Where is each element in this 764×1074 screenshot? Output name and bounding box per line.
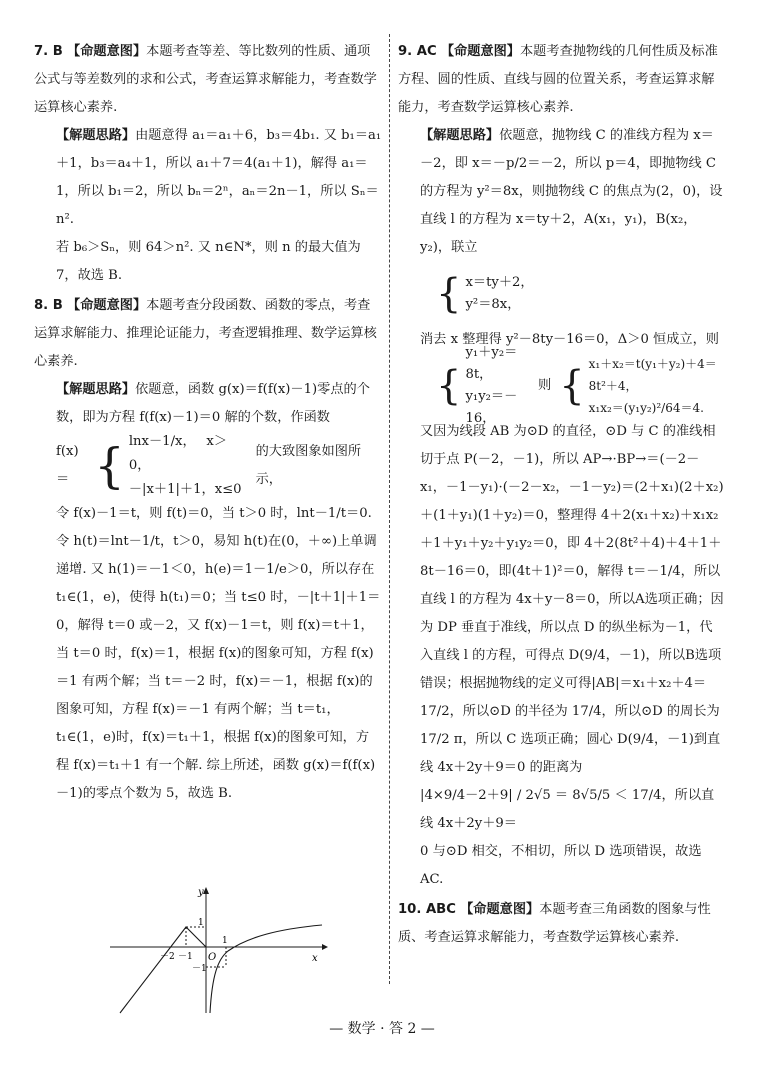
q10-intent-tag: 【命题意图】 (460, 902, 540, 917)
case-nonpositive: －|x＋1|＋1，x≤0 (128, 482, 242, 497)
column-divider (389, 34, 390, 984)
y-axis-arrow (203, 887, 209, 894)
fx-label: f(x)＝ (56, 444, 79, 487)
q9-number: 9. AC (398, 44, 437, 59)
q7-solution-tag: 【解题思路】 (56, 128, 136, 143)
sys2-eq1: y₁＋y₂＝8t， (465, 345, 518, 382)
sys2-eq2: y₁y₂＝－16， (465, 389, 518, 426)
then-label: 则 (538, 378, 552, 393)
q9-solution-p4: 0 与⊙D 相交，不相切，所以 D 选项错误，故选 AC. (420, 844, 702, 887)
q9-solution-p1: 依题意，抛物线 C 的准线方程为 x＝－2，即 x＝－p/2＝－2，所以 p＝4，即抛物线 C 的方程为 y²＝8x，则抛物线 C 的焦点为(2，0)，设直线 l 的方程为 x＝ty＋2，A(x₁，y₁)，B(x₂，y₂)，联立 (420, 128, 723, 255)
q9-intent-tag: 【命题意图】 (440, 44, 520, 59)
q9-distance: |4×9/4－2＋9| / 2√5 ＝ 8√5/5 ＜ 17/4，所以直线 4x＋2y＋9＝ (420, 788, 715, 831)
q9-intent: 本题考查抛物线的几何性质及标准方程、圆的性质、直线与圆的位置关系，考查运算求解能力，考查数学运算核心素养. (398, 44, 718, 115)
q8-number: 8. B (34, 298, 63, 313)
x-axis-arrow (322, 944, 328, 950)
right-column (398, 38, 724, 954)
tick-y1: 1 (198, 918, 204, 928)
tick-y-neg1: －1 (192, 964, 207, 974)
q10-intent: 本题考查三角函数的图象与性质、考查运算求解能力，考查数学运算核心素养. (398, 902, 711, 945)
q7-solution-p1: 由题意得 a₁＝a₁＋6，b₃＝4b₁. 又 b₁＝a₁＋1，b₃＝a₄＋1，所以 a₁＋7＝4(a₁＋1)，解得 a₁＝1，所以 b₁＝2，所以 bₙ＝2ⁿ，aₙ＝2n－1，所以 Sₙ＝n². (56, 128, 382, 227)
q9-solution-p2: 消去 x 整理得 y²－8ty－16＝0，Δ＞0 恒成立，则 (420, 332, 719, 347)
q7-intent-tag: 【命题意图】 (67, 44, 147, 59)
y-label: y (198, 887, 204, 898)
fx-tail: 的大致图象如图所示， (255, 444, 362, 487)
q10-number: 10. ABC (398, 902, 456, 917)
q9-solution-p3: 又因为线段 AB 为⊙D 的直径，⊙D 与 C 的准线相切于点 P(－2，－1)，所以 AP→·BP→＝(－2－x₁，－1－y₁)·(－2－x₂，－1－y₂)＝(2＋x₁)(2＋x₂)＋(1＋y₁)(1＋y₂)＝0，整理得 4＋2(x₁＋x₂)＋x₁x₂＋1＋y₁＋y₂＋y₁y₂＝0，即 4＋2(8t²＋4)＋4＋1＋8t－16＝0，即(4t＋1)²＝0，解得 t＝－1/4，所以直线 l 的方程为 4x＋y－8＝0，所以A选项正确；因为 DP 垂直于准线，所以点 D 的纵坐标为－1，代入直线 l 的方程，可得点 D(9/4，－1)，所以B选项错误；根据抛物线的定义可得|AB|＝x₁＋x₂＋4＝17/2，所以⊙D 的半径为 17/4，所以⊙D 的周长为 17/2 π，所以 C 选项正确；圆心 D(9/4，－1)到直线 4x＋2y＋9＝0 的距离为 (420, 424, 724, 775)
q7-solution-p2: 若 b₆＞Sₙ，则 64＞n². 又 n∈N*，则 n 的最大值为 7，故选 B. (56, 240, 361, 283)
system-1 (432, 266, 724, 322)
origin-label: O (208, 952, 217, 963)
function-graph (108, 885, 328, 1015)
system-2 (432, 345, 724, 426)
q8-solution-p4: 当 t＝0 时，f(x)＝1，根据 f(x)的图象可知，方程 f(x)＝1 有两个解；当 t＝－2 时，f(x)＝－1，根据 f(x)的图象可知，方程 f(x)＝－1 有两个解；当 t＝t₁，t₁∈(1，e)时，f(x)＝t₁＋1，根据 f(x)的图象可知，方程 f(x)＝t₁＋1 有一个解. 综上所述，函数 g(x)＝f(f(x)－1)的零点个数为 5，故选 B. (56, 646, 376, 801)
tick-neg2: －2 (160, 952, 175, 962)
tick-x1: 1 (222, 936, 228, 946)
q8-solution-p3: 令 h(t)＝lnt－1/t，t＞0，易知 h(t)在(0，＋∞)上单调递增. 又 h(1)＝－1＜0，h(e)＝1－1/e＞0，所以存在 t₁∈(1，e)，使得 h(t₁)＝0；当 t≤0 时，－|t＋1|＋1＝0，解得 t＝0 或－2，又 f(x)－1＝t，则 f(x)＝t＋1， (56, 534, 381, 633)
q8-solution-p1: 依题意，函数 g(x)＝f(f(x)－1)零点的个数，即为方程 f(f(x)－1)＝0 解的个数，作函数 (56, 382, 370, 425)
brace: { (94, 438, 125, 494)
q7-intent: 本题考查等差、等比数列的性质、通项公式与等差数列的求和公式，考查运算求解能力，考查数学运算核心素养. (34, 44, 377, 115)
case-positive: lnx－1/x， x＞0， (128, 434, 228, 473)
sys1-eq1: x＝ty＋2， (465, 275, 534, 290)
q7-number: 7. B (34, 44, 63, 59)
question-10 (398, 896, 724, 952)
question-9 (398, 38, 724, 894)
question-7 (34, 38, 382, 290)
q9-solution-tag: 【解题思路】 (420, 128, 500, 143)
piecewise-function (56, 434, 382, 497)
q8-solution-p2: 令 f(x)－1＝t，则 f(t)＝0，当 t＞0 时，lnt－1/t＝0. (56, 506, 372, 521)
sys3-eq2: x₁x₂＝(y₁y₂)²/64＝4. (588, 401, 704, 415)
sys3-eq1: x₁＋x₂＝t(y₁＋y₂)＋4＝8t²＋4， (588, 357, 717, 393)
x-label: x (312, 953, 318, 964)
sys3-brace: { (559, 363, 585, 409)
piecewise-cases (129, 430, 244, 502)
question-8 (34, 292, 382, 808)
page-footer: — 数学 · 答 2 — (329, 1021, 435, 1037)
q8-solution-tag: 【解题思路】 (56, 382, 136, 397)
left-column (34, 38, 382, 810)
q8-intent-tag: 【命题意图】 (67, 298, 147, 313)
sys1-brace: { (436, 271, 462, 317)
tick-neg1: －1 (178, 952, 193, 962)
sys1-eq2: y²＝8x， (465, 297, 521, 312)
sys2-brace: { (436, 363, 462, 409)
q8-intent: 本题考查分段函数、函数的零点，考查运算求解能力、推理论证能力，考查逻辑推理、数学运算核心素养. (34, 298, 377, 369)
